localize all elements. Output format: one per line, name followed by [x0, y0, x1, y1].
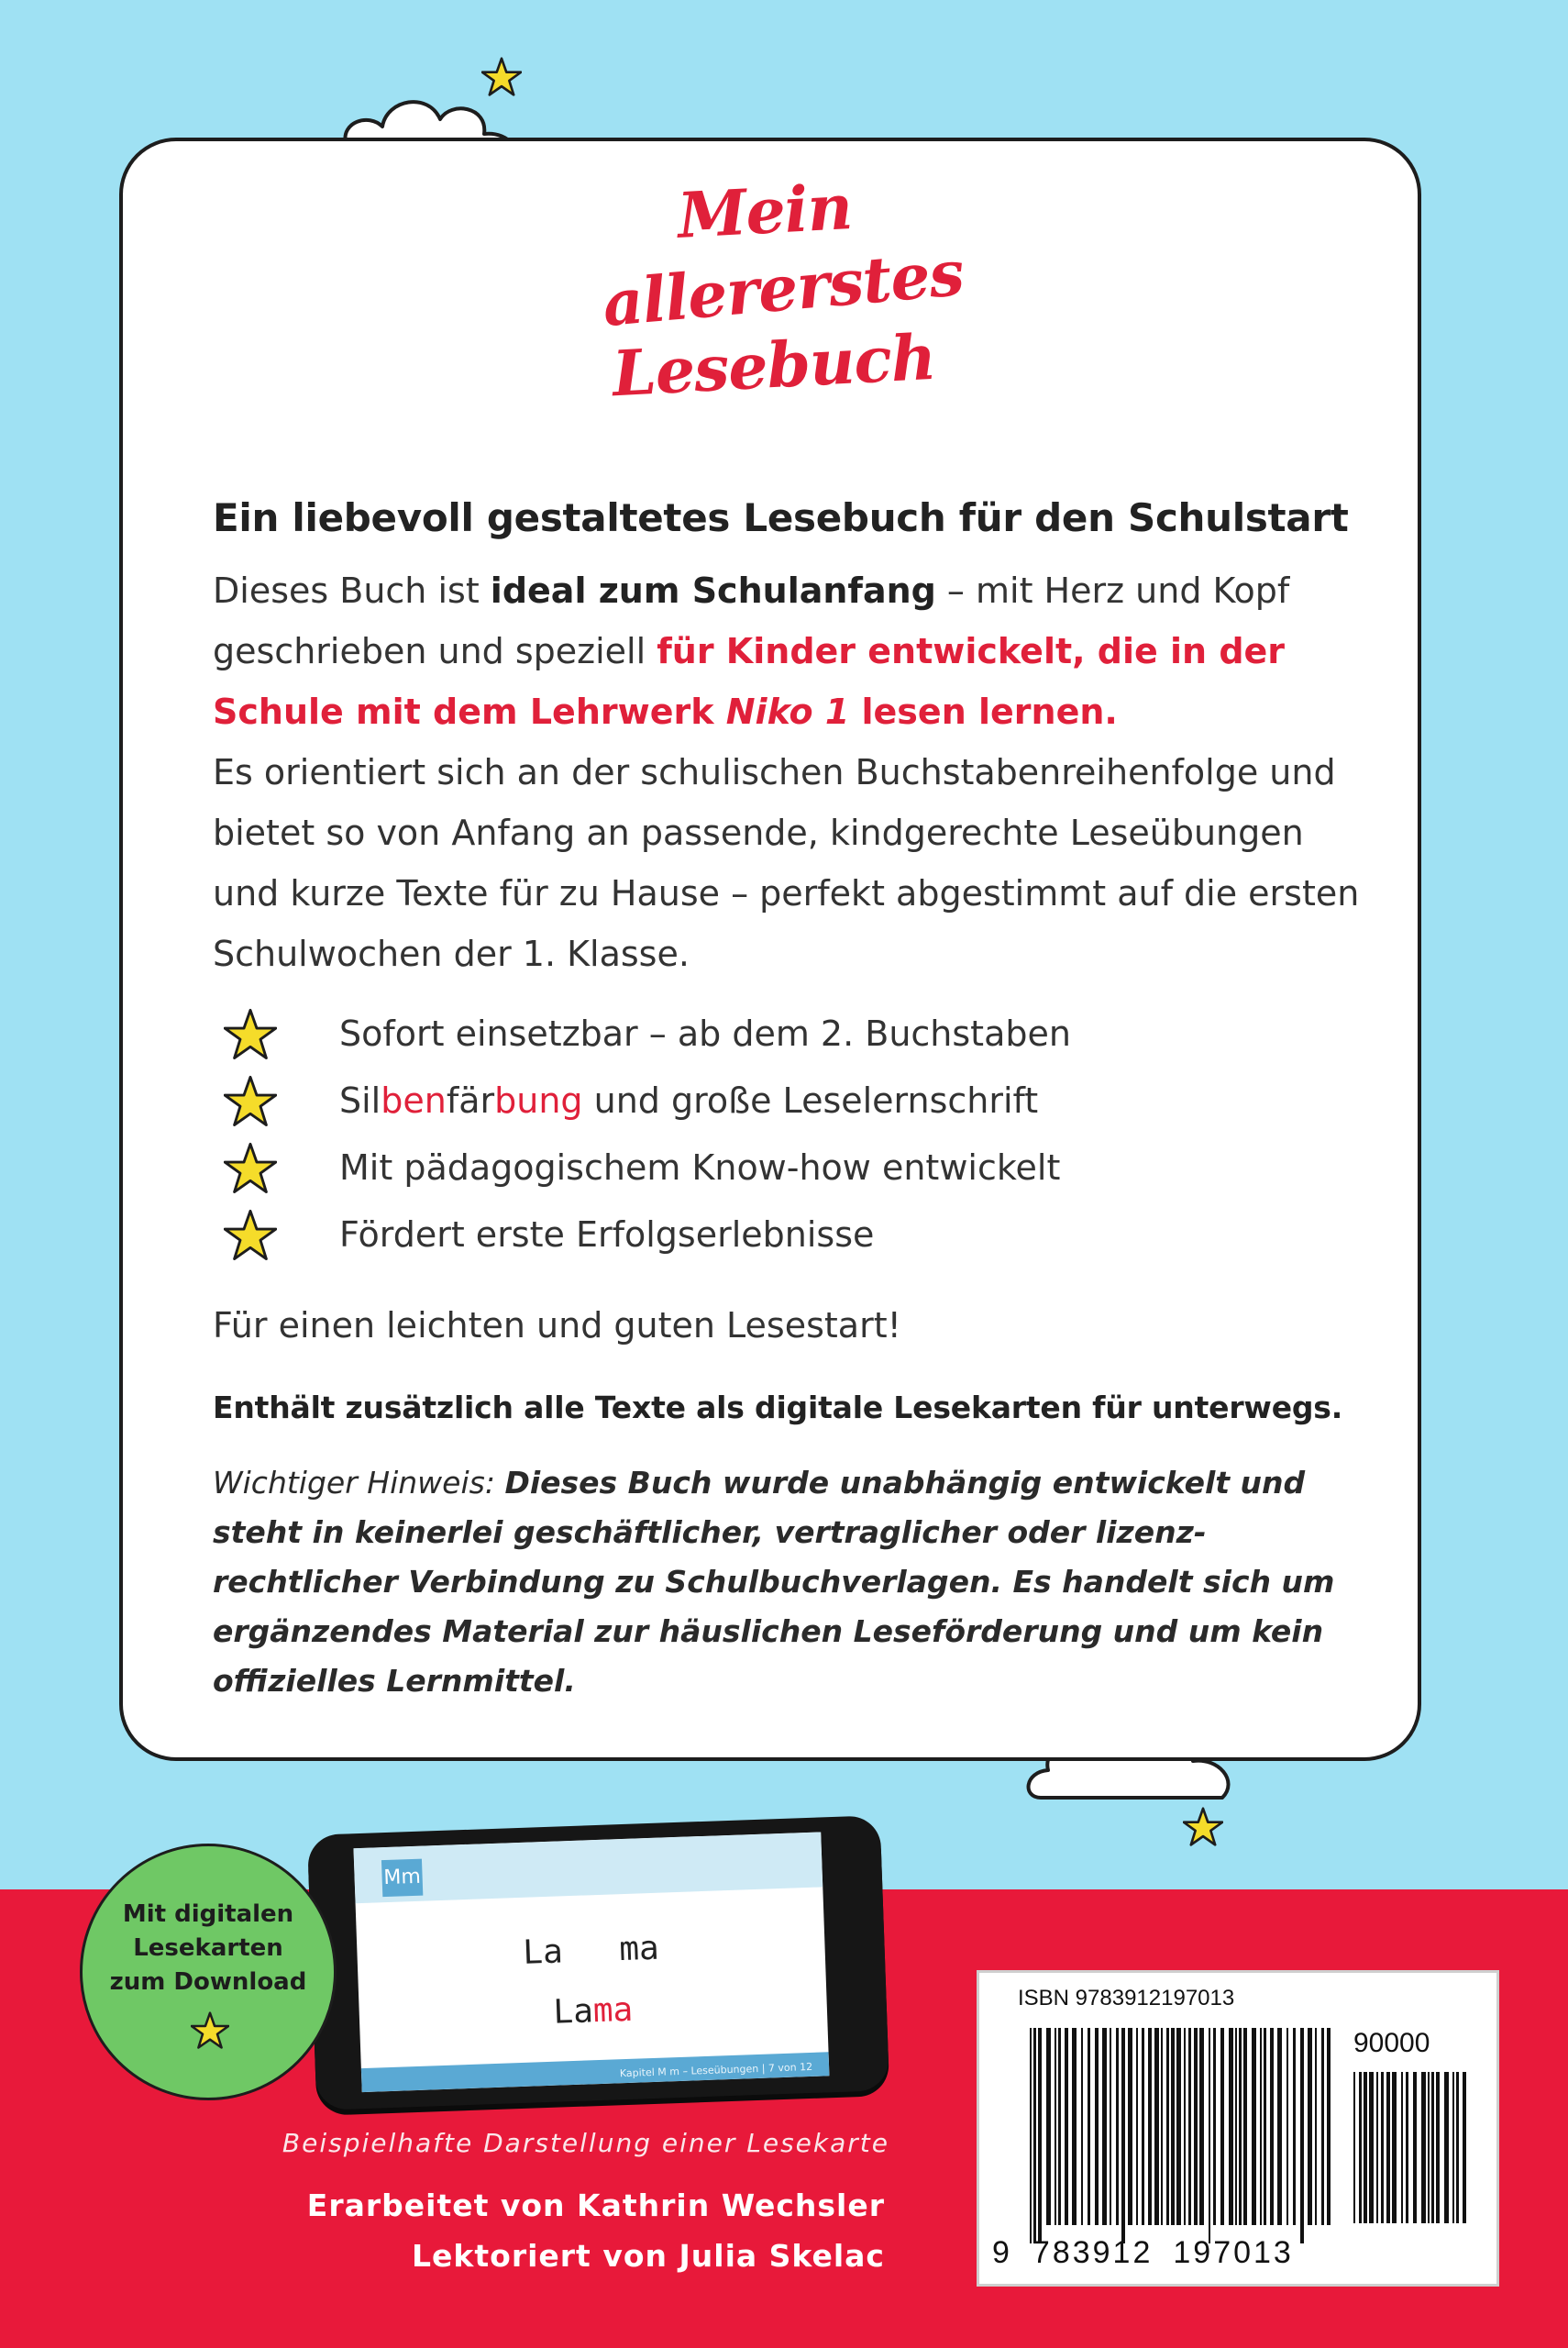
syllable: ma — [592, 1990, 634, 2031]
disclaimer-note — [213, 1458, 1368, 1706]
barcode-digits — [992, 2235, 1294, 2271]
description-card — [119, 138, 1421, 1761]
star-icon — [224, 1075, 277, 1128]
barcode-addon-bars — [1353, 2072, 1473, 2242]
title-line: Lesebuch — [610, 320, 938, 412]
barcode-digit-group: 197013 — [1173, 2235, 1294, 2270]
extra-info: Enthält zusätzlich alle Texte als digitale Lesekarten für unterwegs. — [213, 1390, 1343, 1425]
feature-list — [213, 1001, 1368, 1268]
reading-line-2 — [359, 1984, 827, 2038]
intro-text: – mit Herz und Kopf geschrieben und speziell — [213, 570, 1290, 671]
card-content — [213, 495, 1368, 1706]
screen-footer-text: Kapitel M m – Leseübungen | 7 von 12 — [619, 2060, 813, 2080]
syllable: bung — [494, 1080, 583, 1121]
badge-text — [83, 1898, 334, 1999]
editor-credit: Lektoriert von Julia Skelac — [412, 2238, 885, 2274]
isbn-label: ISBN 9783912197013 — [1018, 1986, 1235, 2010]
barcode-bars — [1030, 2028, 1332, 2243]
barcode — [977, 1970, 1499, 2287]
feature-item — [213, 1001, 1368, 1068]
star-icon — [224, 1008, 277, 1061]
phone-screen — [353, 1832, 829, 2092]
star-icon — [224, 1209, 277, 1262]
closing-line: Für einen leichten und guten Lesestart! — [213, 1305, 901, 1346]
download-badge — [80, 1844, 337, 2100]
note-text: Dieses Buch wurde unabhängig entwickelt und steht in keinerlei geschäftlicher, vertraglicher oder lizenzrechtlicher Verbindung zu Schulbuchverlagen. Es handelt sich um ergänzendes Material zur häuslichen Leseförderung und um kein offizielles Lernmittel. — [213, 1465, 1335, 1699]
feature-item — [213, 1202, 1368, 1268]
feature-text: und große Leselernschrift — [582, 1080, 1039, 1121]
star-icon — [224, 1142, 277, 1195]
feature-item — [213, 1068, 1368, 1135]
syllable: La — [552, 1992, 594, 2032]
screen-header — [353, 1832, 823, 1903]
letter-tag: Mm — [381, 1859, 423, 1898]
textbook-name: Niko 1 — [725, 692, 850, 732]
star-icon — [191, 2011, 229, 2050]
barcode-digit-group: 9 — [992, 2235, 1012, 2270]
badge-line: Mit digitalen — [122, 1900, 294, 1928]
barcode-digit-group: 783912 — [1032, 2235, 1154, 2270]
author-credit: Erarbeitet von Kathrin Wechsler — [306, 2187, 885, 2223]
phone-mockup — [307, 1815, 889, 2110]
star-icon — [1183, 1807, 1223, 1847]
note-label: Wichtiger Hinweis — [213, 1465, 485, 1501]
reading-line-1: La ma — [522, 1929, 660, 1972]
book-title — [123, 171, 1425, 412]
note-colon: : — [484, 1465, 505, 1501]
syllable: fär — [446, 1080, 495, 1121]
headline: Ein liebevoll gestaltetes Lesebuch für den Schulstart — [213, 495, 1349, 540]
title-line: Mein — [676, 171, 854, 253]
intro-emphasis: ideal zum Schulanfang — [490, 570, 936, 611]
syllable: ben — [381, 1080, 447, 1121]
body-paragraph: Es orientiert sich an der schulischen Buchstabenreihenfolge und bietet so von Anfang an passende, kindgerechte Leseübungen und kurze Texte für zu Hause – perfekt abgestimmt auf die ersten Schulwochen der 1. Klasse. — [213, 752, 1360, 974]
intro-highlight-text: lesen lernen. — [849, 692, 1118, 732]
intro-text: Dieses Buch ist — [213, 570, 491, 611]
title-line: allererstes — [600, 236, 966, 342]
badge-line: Lesekarten — [133, 1934, 283, 1962]
price-code: 90000 — [1353, 2028, 1430, 2058]
feature-text: Fördert erste Erfolgserlebnisse — [339, 1214, 875, 1255]
intro-highlight-text: für Kinder entwickelt, die in der Schule mit dem Lehrwerk — [213, 631, 1286, 732]
feature-item — [213, 1135, 1368, 1202]
feature-text: Sofort einsetzbar – ab dem 2. Buchstaben — [339, 1013, 1071, 1054]
badge-line: zum Download — [109, 1968, 307, 1996]
syllable: Sil — [339, 1080, 381, 1121]
intro-paragraph — [213, 560, 1368, 742]
phone-caption: Beispielhafte Darstellung einer Lesekarte — [282, 2128, 889, 2158]
feature-text: Mit pädagogischem Know-how entwickelt — [339, 1147, 1061, 1188]
